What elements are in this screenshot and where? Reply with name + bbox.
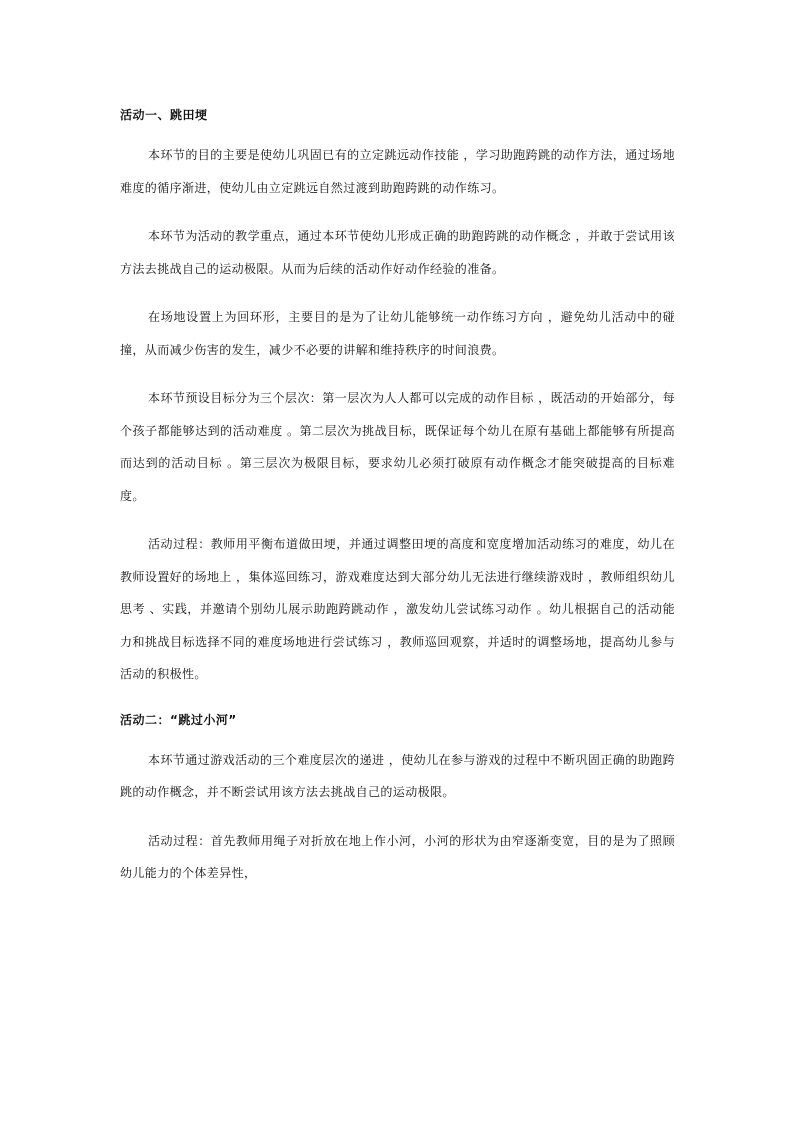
section-1-paragraph-2: 本环节为活动的教学重点，通过本环节使幼儿形成正确的助跑跨跳的动作概念 ，并敢于尝试用该方法去挑战自己的运动极限。从而为后续的活动作好动作经验的准备。 xyxy=(120,229,675,276)
section-1-heading: 活动一、跳田埂 xyxy=(120,108,208,122)
section-2-paragraph-1: 本环节通过游戏活动的三个难度层次的递进 ，使幼儿在参与游戏的过程中不断巩固正确的助跑跨跳的动作概念，并不断尝试用该方法去挑战自己的运动极限。 xyxy=(120,752,675,799)
section-2-paragraph-2: 活动过程：首先教师用绳子对折放在地上作小河，小河的形状为由窄逐渐变宽，目的是为了照顾幼儿能力的个体差异性， xyxy=(120,833,675,880)
section-1-paragraph-5: 活动过程：教师用平衡布道做田埂，并通过调整田埂的高度和宽度增加活动练习的难度，幼儿在教师设置好的场地上 ，集体巡回练习，游戏难度达到大部分幼儿无法进行继续游戏时 ，教师组织幼儿思考 、实践，并邀请个别幼儿展示助跑跨跳动作 ，激发幼儿尝试练习动作 。幼儿根据自己的活动能力和挑战目标选择不同的难度场地进行尝试练习 ，教师巡回观察，并适时的调整场地，提高幼儿参与活动的积极性。 xyxy=(120,537,675,681)
document-page xyxy=(120,100,675,890)
section-1-paragraph-3: 在场地设置上为回环形，主要目的是为了让幼儿能够统一动作练习方向 ，避免幼儿活动中的碰撞，从而减少伤害的发生，减少不必要的讲解和维持秩序的时间浪费。 xyxy=(120,310,675,357)
section-1-paragraph-1: 本环节的目的主要是使幼儿巩固已有的立定跳远动作技能 ，学习助跑跨跳的动作方法，通过场地难度的循序渐进，使幼儿由立定跳远自然过渡到助跑跨跳的动作练习。 xyxy=(120,148,675,195)
section-2-heading: 活动二：“跳过小河” xyxy=(120,712,237,727)
section-1-paragraph-4: 本环节预设目标分为三个层次：第一层次为人人都可以完成的动作目标 ，既活动的开始部分，每个孩子都能够达到的活动难度 。第二层次为挑战目标，既保证每个幼儿在原有基础上都能够有所提高而达到的活动目标 。第三层次为极限目标，要求幼儿必须打破原有动作概念才能突破提高的目标难度。 xyxy=(120,391,675,503)
